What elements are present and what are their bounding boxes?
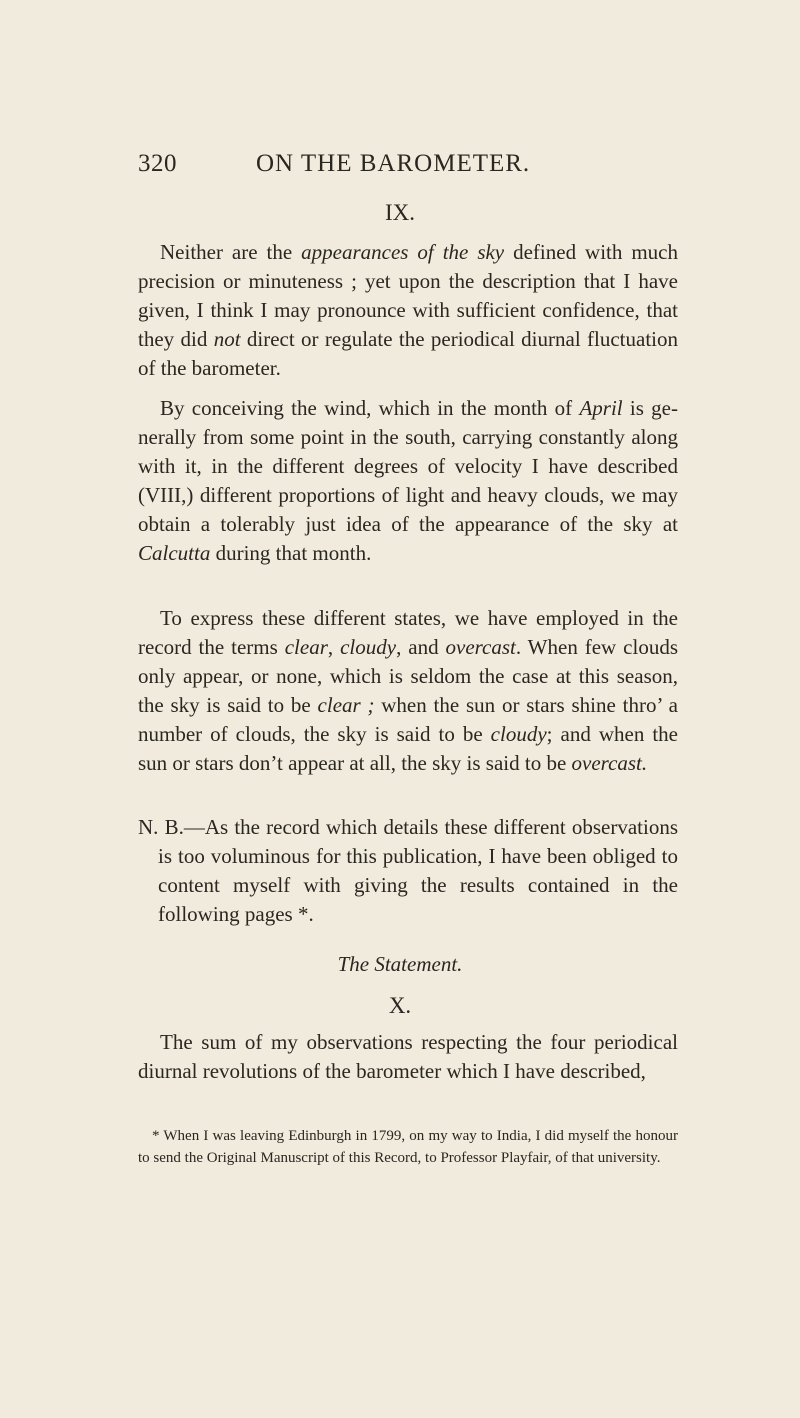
paragraph-sum-of-observations: The sum of my observations respecting the four periodical diurnal revolutions of the barometer which I have described, [138, 1030, 678, 1083]
page-header [0, 150, 800, 184]
footnote: * When I was leaving Edinburgh in 1799, on my way to India, I did myself the honour to send the Original Manuscript of this Record, to Professor Playfair, of that university. [138, 1128, 678, 1166]
running-title: ON THE BAROMETER. [256, 150, 531, 177]
nota-bene-note: N. B.—As the record which details these different observations is too voluminous for this publication, I have been obliged to content myself with giving the results contained in the following pages *. [138, 815, 678, 926]
page-number: 320 [138, 150, 177, 177]
section-heading-x: X. [388, 993, 412, 1018]
paragraph-april-wind: By conceiving the wind, which in the month of April is generally from some point in the south, carrying constantly along with it, in the different degrees of velocity I have described (VIII,) different proportions of light and heavy clouds, we may obtain a tolerably just idea of the appearance of the sky at Calcutta during that month. [138, 396, 678, 565]
paragraph-sky-states: To express these different states, we have employed in the record the terms clear, cloudy, and overcast. When few clouds only appear, or none, which is seldom the case at this season, the sky is said to be clear ; when the sun or stars shine thro’ a number of clouds, the sky is said to be cloudy; and when the sun or stars don’t appear at all, the sky is said to be overcast. [138, 606, 678, 775]
paragraph-appearances-of-sky: Neither are the appearances of the sky defined with much precision or minuteness ; yet upon the description that I have given, I think I may pronounce with sufficient confidence, that they did not direct or regulate the periodical diurnal fluctuation of the barometer. [138, 240, 678, 380]
statement-caption: The Statement. [337, 952, 463, 976]
section-heading-ix: IX. [384, 200, 416, 225]
